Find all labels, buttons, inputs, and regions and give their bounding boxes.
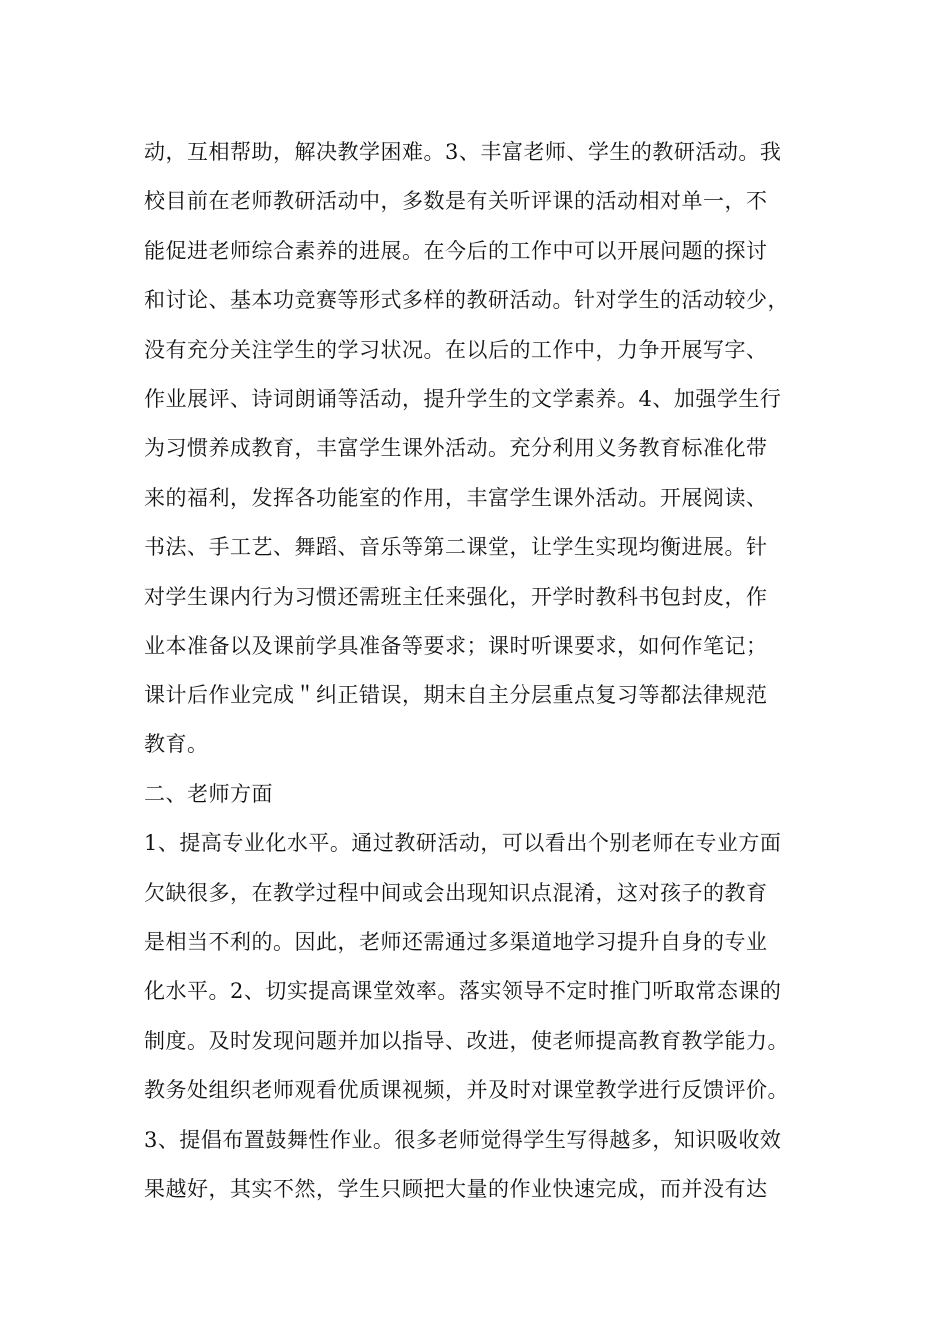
text-line: 来的福利，发挥各功能室的作用，丰富学生课外活动。开展阅读、 bbox=[144, 486, 768, 510]
text-line: 化水平。2、切实提高课堂效率。落实领导不定时推门听取常态课的 bbox=[144, 979, 782, 1003]
text-line: 果越好，其实不然，学生只顾把大量的作业快速完成，而并没有达 bbox=[144, 1177, 768, 1201]
text-line: 书法、手工艺、舞蹈、音乐等第二课堂，让学生实现均衡进展。针 bbox=[144, 535, 768, 559]
text-line: 制度。及时发现问题并加以指导、改进，使老师提高教育教学能力。 bbox=[144, 1029, 789, 1053]
text-line: 欠缺很多，在教学过程中间或会出现知识点混淆，这对孩子的教育 bbox=[144, 881, 768, 905]
text-line: 业本准备以及课前学具准备等要求；课时听课要求，如何作笔记； bbox=[144, 634, 768, 658]
text-line: 校目前在老师教研活动中，多数是有关听评课的活动相对单一，不 bbox=[144, 189, 768, 213]
text-line: 能促进老师综合素养的进展。在今后的工作中可以开展问题的探讨 bbox=[144, 239, 768, 263]
text-line: 1、提高专业化水平。通过教研活动，可以看出个别老师在专业方面 bbox=[144, 831, 782, 855]
text-line: 教务处组织老师观看优质课视频，并及时对课堂教学进行反馈评价。 bbox=[144, 1078, 789, 1102]
section-heading: 二、老师方面 bbox=[144, 782, 273, 806]
text-line: 是相当不利的。因此，老师还需通过多渠道地学习提升自身的专业 bbox=[144, 930, 768, 954]
text-line: 作业展评、诗词朗诵等活动，提升学生的文学素养。4、加强学生行 bbox=[144, 387, 782, 411]
text-line: 和讨论、基本功竞赛等形式多样的教研活动。针对学生的活动较少， bbox=[144, 288, 789, 312]
text-line: 教育。 bbox=[144, 732, 209, 756]
text-line: 课计后作业完成＂纠正错误，期末自主分层重点复习等都法律规范 bbox=[144, 683, 768, 707]
text-line: 3、提倡布置鼓舞性作业。很多老师觉得学生写得越多，知识吸收效 bbox=[144, 1128, 782, 1152]
text-line: 为习惯养成教育，丰富学生课外活动。充分利用义务教育标准化带 bbox=[144, 436, 768, 460]
text-line: 动，互相帮助，解决教学困难。3、丰富老师、学生的教研活动。我 bbox=[144, 140, 782, 164]
text-line: 对学生课内行为习惯还需班主任来强化，开学时教科书包封皮，作 bbox=[144, 585, 768, 609]
text-line: 没有充分关注学生的学习状况。在以后的工作中，力争开展写字、 bbox=[144, 338, 768, 362]
